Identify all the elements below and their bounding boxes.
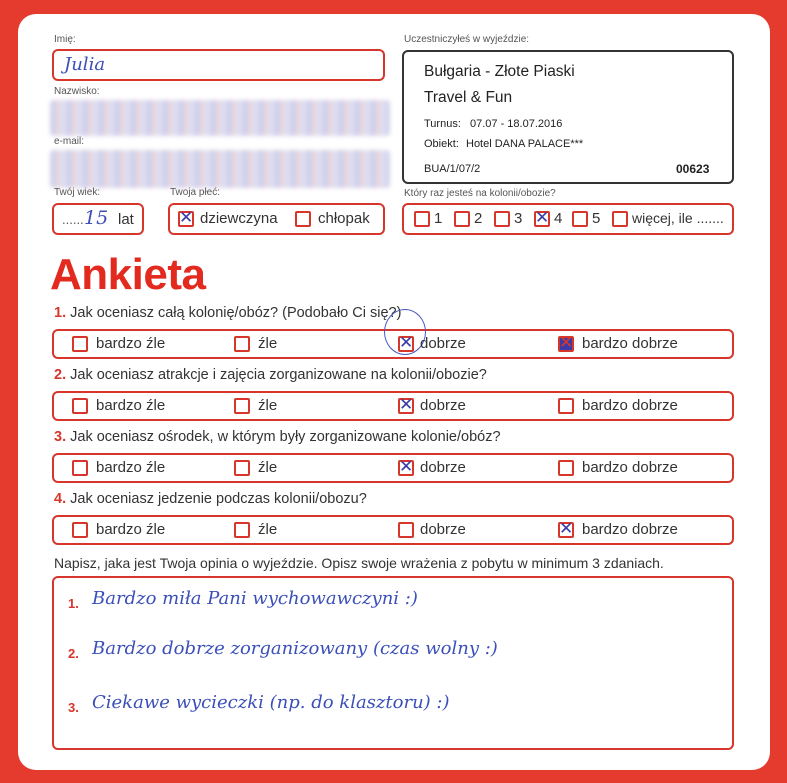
email-label: e-mail: (54, 136, 85, 147)
check-mark-icon: ✕ (535, 208, 550, 228)
q4-zle-checkbox[interactable] (234, 522, 250, 538)
raz-5-checkbox[interactable] (572, 211, 588, 227)
question-2-number: 2. (54, 367, 67, 383)
opinion-line-3-number: 3. (68, 700, 79, 715)
ktory-raz-field (402, 203, 734, 235)
question-3 (54, 429, 501, 445)
dziewczyna-label: dziewczyna (200, 210, 278, 227)
raz-wiecej-label: więcej, ile ....... (632, 210, 724, 226)
check-mark-icon: ✕ (559, 519, 574, 539)
wiek-unit: lat (118, 211, 134, 228)
question-1-number: 1. (54, 305, 67, 321)
q2-bardzo-zle-checkbox[interactable] (72, 398, 88, 414)
q2-dobrze-checkbox[interactable] (398, 395, 414, 415)
trip-number: 00623 (676, 162, 710, 176)
opinion-line-1: Bardzo miła Pani wychowawczyni :) (92, 588, 418, 609)
question-4-number: 4. (54, 491, 67, 507)
question-1-text: Jak oceniasz całą kolonię/obóz? (Podobało Ci się?) (70, 305, 402, 321)
question-4 (54, 491, 367, 507)
q4-dobrze-checkbox[interactable] (398, 522, 414, 538)
imie-field[interactable] (52, 49, 385, 81)
check-mark-icon: ✕ (399, 395, 414, 415)
trip-info-box (402, 50, 734, 184)
question-2 (54, 367, 487, 383)
survey-sheet (18, 14, 770, 770)
q4-bardzo-dobrze-checkbox[interactable] (558, 519, 574, 539)
raz-3-checkbox[interactable] (494, 211, 510, 227)
opinion-prompt: Napisz, jaka jest Twoja opinia o wyjeździe. Opisz swoje wrażenia z pobytu w minimum 3 zdaniach. (54, 555, 664, 571)
obiekt-value: Hotel DANA PALACE*** (466, 138, 584, 150)
q4-bardzo-zle-checkbox[interactable] (72, 522, 88, 538)
trip-destination: Bułgaria - Złote Piaski (424, 63, 575, 80)
turnus-value: 07.07 - 18.07.2016 (470, 118, 563, 130)
check-mark-icon: ✕ (399, 333, 414, 353)
q4-bardzo-dobrze-label: bardzo dobrze (582, 521, 678, 538)
q3-bardzo-dobrze-checkbox[interactable] (558, 460, 574, 476)
check-mark-icon: ✕ (559, 333, 574, 353)
question-3-number: 3. (54, 429, 67, 445)
q1-zle-checkbox[interactable] (234, 336, 250, 352)
wiek-value: 15 (84, 207, 109, 229)
q1-bardzo-zle-checkbox[interactable] (72, 336, 88, 352)
question-1 (54, 305, 401, 321)
raz-2-checkbox[interactable] (454, 211, 470, 227)
q3-dobrze-label: dobrze (420, 459, 466, 476)
wiek-label: Twój wiek: (54, 187, 101, 198)
check-mark-icon: ✕ (399, 457, 414, 477)
raz-3-label: 3 (514, 210, 523, 227)
q2-dobrze-label: dobrze (420, 397, 466, 414)
q1-bardzo-zle-label: bardzo źle (96, 335, 166, 352)
chlopak-checkbox[interactable] (295, 211, 311, 227)
trip-organizer: Travel & Fun (424, 89, 513, 106)
opinion-line-2: Bardzo dobrze zorganizowany (czas wolny :) (92, 638, 498, 659)
raz-5-label: 5 (592, 210, 601, 227)
turnus-label: Turnus: (424, 118, 461, 130)
q1-bardzo-dobrze-label: bardzo dobrze (582, 335, 678, 352)
raz-2-label: 2 (474, 210, 483, 227)
q4-zle-label: źle (258, 521, 278, 538)
opinion-textarea[interactable] (52, 576, 734, 750)
raz-1-label: 1 (434, 210, 443, 227)
q2-bardzo-dobrze-checkbox[interactable] (558, 398, 574, 414)
q1-zle-label: źle (258, 335, 278, 352)
q3-zle-label: źle (258, 459, 278, 476)
opinion-line-1-number: 1. (68, 596, 79, 611)
trip-code: BUA/1/07/2 (424, 163, 481, 175)
raz-4-label: 4 (554, 210, 563, 227)
q3-dobrze-checkbox[interactable] (398, 457, 414, 477)
wiek-field[interactable] (52, 203, 144, 235)
q3-bardzo-dobrze-label: bardzo dobrze (582, 459, 678, 476)
nazwisko-label: Nazwisko: (54, 86, 100, 97)
question-4-text: Jak oceniasz jedzenie podczas kolonii/obozu? (70, 491, 367, 507)
obiekt-label: Obiekt: (424, 138, 459, 150)
wiek-prefix: ...... (62, 212, 84, 227)
uczestnictwo-label: Uczestniczyłeś w wyjeździe: (404, 34, 530, 45)
opinion-line-3: Ciekawe wycieczki (np. do klasztoru) :) (92, 692, 450, 713)
q3-zle-checkbox[interactable] (234, 460, 250, 476)
question-3-text: Jak oceniasz ośrodek, w którym były zorganizowane kolonie/obóz? (70, 429, 501, 445)
q4-bardzo-zle-label: bardzo źle (96, 521, 166, 538)
q1-bardzo-dobrze-checkbox[interactable] (558, 333, 574, 353)
plec-label: Twoja płeć: (170, 187, 221, 198)
plec-field (168, 203, 385, 235)
q4-dobrze-label: dobrze (420, 521, 466, 538)
ktory-raz-label: Który raz jesteś na kolonii/obozie? (404, 188, 556, 199)
q2-bardzo-dobrze-label: bardzo dobrze (582, 397, 678, 414)
question-3-answers (52, 453, 734, 483)
q2-zle-label: źle (258, 397, 278, 414)
q3-bardzo-zle-label: bardzo źle (96, 459, 166, 476)
raz-1-checkbox[interactable] (414, 211, 430, 227)
check-mark-icon: ✕ (179, 208, 194, 228)
email-redacted (50, 150, 390, 188)
question-4-answers (52, 515, 734, 545)
chlopak-label: chłopak (318, 210, 370, 227)
question-2-answers (52, 391, 734, 421)
question-1-answers (52, 329, 734, 359)
survey-title: Ankieta (50, 250, 206, 299)
q3-bardzo-zle-checkbox[interactable] (72, 460, 88, 476)
question-2-text: Jak oceniasz atrakcje i zajęcia zorganizowane na kolonii/obozie? (70, 367, 487, 383)
dziewczyna-checkbox[interactable] (178, 208, 194, 228)
q1-dobrze-label: dobrze (420, 335, 466, 352)
imie-label: Imię: (54, 34, 76, 45)
opinion-line-2-number: 2. (68, 646, 79, 661)
q2-bardzo-zle-label: bardzo źle (96, 397, 166, 414)
q2-zle-checkbox[interactable] (234, 398, 250, 414)
imie-value: Julia (64, 54, 106, 75)
raz-4-checkbox[interactable] (534, 208, 550, 228)
nazwisko-redacted (50, 100, 390, 136)
raz-wiecej-checkbox[interactable] (612, 211, 628, 227)
